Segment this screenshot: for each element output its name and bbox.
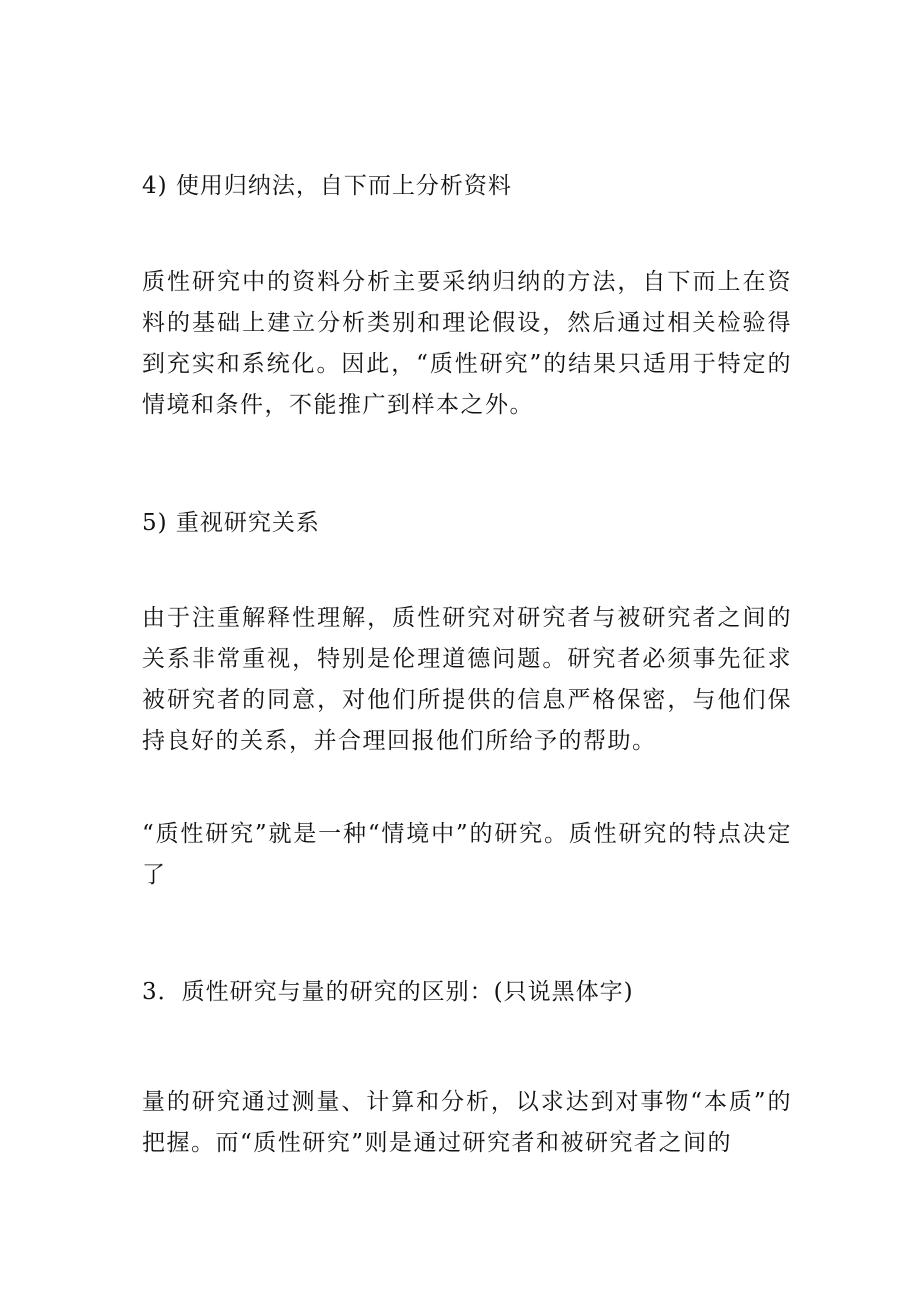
section-heading-4: 4) 使用归纳法，自下而上分析资料 <box>142 173 512 199</box>
paragraph-inductive-analysis: 质性研究中的资料分析主要采纳归纳的方法，自下而上在资料的基础上建立分析类别和理论假设，然后通过相关检验得到充实和系统化。因此，“质性研究”的结果只适用于特定的情境和条件，不能推广到样本之外。 <box>142 269 792 418</box>
section-heading-3-differences: 3．质性研究与量的研究的区别：(只说黑体字) <box>142 979 634 1005</box>
section-heading-5: 5) 重视研究关系 <box>142 510 320 536</box>
paragraph-situational-research: “质性研究”就是一种“情境中”的研究。质性研究的特点决定了 <box>142 821 792 888</box>
paragraph-quantitative-vs-qualitative: 量的研究通过测量、计算和分析，以求达到对事物“本质”的把握。而“质性研究”则是通过研究者和被研究者之间的 <box>142 1089 792 1156</box>
paragraph-research-relationship: 由于注重解释性理解，质性研究对研究者与被研究者之间的关系非常重视，特别是伦理道德问题。研究者必须事先征求被研究者的同意，对他们所提供的信息严格保密，与他们保持良好的关系，并合理回报他们所给予的帮助。 <box>142 605 792 754</box>
